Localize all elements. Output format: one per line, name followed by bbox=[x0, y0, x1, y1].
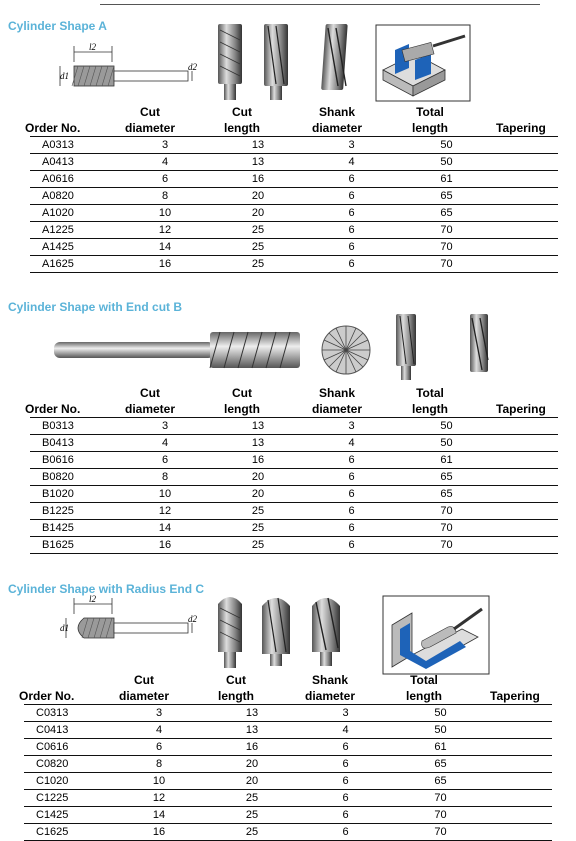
table-row bbox=[30, 137, 558, 154]
tapering-cell bbox=[494, 171, 558, 188]
table-row bbox=[24, 790, 552, 807]
table-b bbox=[30, 417, 558, 554]
total-length-cell: 70 bbox=[399, 239, 494, 256]
cut-length-cell: 16 bbox=[206, 739, 298, 756]
cut-diameter-cell: 6 bbox=[118, 171, 212, 188]
header-shank-diameter: Shank diameter bbox=[311, 105, 363, 135]
total-length-cell: 61 bbox=[399, 171, 494, 188]
section-b-product-photo bbox=[50, 320, 380, 380]
tapering-cell bbox=[488, 705, 552, 722]
total-length-cell: 70 bbox=[399, 503, 494, 520]
cut-diameter-cell: 12 bbox=[118, 503, 212, 520]
header-order-no: Order No. bbox=[25, 121, 81, 135]
total-length-cell: 50 bbox=[399, 137, 494, 154]
header-cut-length: Cut length bbox=[224, 386, 260, 416]
tapering-cell bbox=[494, 239, 558, 256]
total-length-cell: 61 bbox=[399, 452, 494, 469]
tapering-cell bbox=[494, 537, 558, 554]
order-no-cell: C1225 bbox=[24, 790, 112, 807]
header-total-length: Total length bbox=[412, 386, 448, 416]
table-row bbox=[30, 503, 558, 520]
shank-diameter-cell: 6 bbox=[298, 773, 393, 790]
cut-length-cell: 20 bbox=[206, 773, 298, 790]
cut-length-cell: 25 bbox=[212, 503, 304, 520]
table-row bbox=[30, 418, 558, 435]
table-row bbox=[24, 756, 552, 773]
shank-diameter-cell: 3 bbox=[298, 705, 393, 722]
order-no-cell: A1425 bbox=[30, 239, 118, 256]
shank-diameter-cell: 3 bbox=[304, 137, 399, 154]
header-tapering: Tapering bbox=[490, 689, 540, 703]
order-no-cell: A0313 bbox=[30, 137, 118, 154]
section-c-application-drawing bbox=[382, 595, 490, 675]
header-cut-length: Cut length bbox=[224, 105, 260, 135]
table-row bbox=[30, 537, 558, 554]
shank-diameter-cell: 6 bbox=[304, 205, 399, 222]
order-no-cell: B0413 bbox=[30, 435, 118, 452]
cut-length-cell: 13 bbox=[212, 435, 304, 452]
order-no-cell: B1225 bbox=[30, 503, 118, 520]
total-length-cell: 70 bbox=[399, 222, 494, 239]
total-length-cell: 65 bbox=[399, 188, 494, 205]
order-no-cell: A1020 bbox=[30, 205, 118, 222]
header-cut-diameter: Cut diameter bbox=[124, 386, 176, 416]
shank-diameter-cell: 4 bbox=[298, 722, 393, 739]
tapering-cell bbox=[494, 154, 558, 171]
order-no-cell: A0820 bbox=[30, 188, 118, 205]
cut-diameter-cell: 14 bbox=[118, 239, 212, 256]
total-length-cell: 70 bbox=[399, 520, 494, 537]
cut-length-cell: 13 bbox=[212, 154, 304, 171]
total-length-cell: 65 bbox=[399, 469, 494, 486]
order-no-cell: B1020 bbox=[30, 486, 118, 503]
order-no-cell: A0413 bbox=[30, 154, 118, 171]
cut-length-cell: 25 bbox=[212, 222, 304, 239]
header-total-length: Total length bbox=[412, 105, 448, 135]
tapering-cell bbox=[494, 486, 558, 503]
tapering-cell bbox=[494, 222, 558, 239]
total-length-cell: 50 bbox=[393, 705, 488, 722]
table-row bbox=[24, 824, 552, 841]
cut-diameter-cell: 10 bbox=[118, 486, 212, 503]
table-row bbox=[30, 205, 558, 222]
total-length-cell: 70 bbox=[393, 790, 488, 807]
top-rule bbox=[100, 4, 540, 5]
cut-length-cell: 25 bbox=[212, 537, 304, 554]
tapering-cell bbox=[494, 188, 558, 205]
table-row bbox=[30, 188, 558, 205]
cut-length-cell: 25 bbox=[206, 807, 298, 824]
cut-diameter-cell: 4 bbox=[118, 435, 212, 452]
section-b-title: Cylinder Shape with End cut B bbox=[8, 300, 183, 314]
shank-diameter-cell: 6 bbox=[304, 486, 399, 503]
tapering-cell bbox=[488, 824, 552, 841]
cut-diameter-cell: 16 bbox=[112, 824, 206, 841]
total-length-cell: 50 bbox=[393, 722, 488, 739]
order-no-cell: C1425 bbox=[24, 807, 112, 824]
section-c-product-photos bbox=[212, 590, 362, 670]
tapering-cell bbox=[494, 503, 558, 520]
cut-length-cell: 13 bbox=[212, 137, 304, 154]
cut-length-cell: 13 bbox=[212, 418, 304, 435]
tapering-cell bbox=[494, 137, 558, 154]
cut-diameter-cell: 10 bbox=[118, 205, 212, 222]
shank-diameter-cell: 6 bbox=[298, 739, 393, 756]
section-c-title: Cylinder Shape with Radius End C bbox=[8, 582, 205, 596]
table-row bbox=[30, 486, 558, 503]
table-row bbox=[24, 722, 552, 739]
table-row bbox=[24, 739, 552, 756]
total-length-cell: 50 bbox=[399, 435, 494, 452]
cut-diameter-cell: 8 bbox=[118, 469, 212, 486]
cut-diameter-cell: 8 bbox=[118, 188, 212, 205]
tapering-cell bbox=[494, 205, 558, 222]
order-no-cell: A1625 bbox=[30, 256, 118, 273]
cut-length-cell: 20 bbox=[212, 469, 304, 486]
shank-diameter-cell: 6 bbox=[298, 756, 393, 773]
table-a bbox=[30, 136, 558, 273]
cut-length-cell: 20 bbox=[212, 205, 304, 222]
table-row bbox=[30, 239, 558, 256]
shank-diameter-cell: 6 bbox=[298, 790, 393, 807]
tapering-cell bbox=[494, 256, 558, 273]
cut-diameter-cell: 3 bbox=[112, 705, 206, 722]
d2-label: d2 bbox=[188, 62, 197, 72]
order-no-cell: B1425 bbox=[30, 520, 118, 537]
cut-diameter-cell: 4 bbox=[112, 722, 206, 739]
header-tapering: Tapering bbox=[496, 402, 546, 416]
shank-diameter-cell: 6 bbox=[304, 520, 399, 537]
cut-length-cell: 20 bbox=[212, 486, 304, 503]
tapering-cell bbox=[488, 807, 552, 824]
cut-length-cell: 25 bbox=[212, 520, 304, 537]
total-length-cell: 70 bbox=[393, 807, 488, 824]
tapering-cell bbox=[494, 520, 558, 537]
table-row bbox=[30, 171, 558, 188]
section-a-application-drawing bbox=[375, 24, 471, 102]
order-no-cell: B0616 bbox=[30, 452, 118, 469]
total-length-cell: 70 bbox=[393, 824, 488, 841]
shank-diameter-cell: 6 bbox=[304, 171, 399, 188]
cut-diameter-cell: 12 bbox=[118, 222, 212, 239]
shank-diameter-cell: 6 bbox=[304, 256, 399, 273]
order-no-cell: C0413 bbox=[24, 722, 112, 739]
d2-label: d2 bbox=[188, 614, 197, 624]
shank-diameter-cell: 4 bbox=[304, 154, 399, 171]
cut-length-cell: 25 bbox=[206, 790, 298, 807]
table-row bbox=[30, 256, 558, 273]
header-cut-length: Cut length bbox=[218, 673, 254, 703]
cut-length-cell: 13 bbox=[206, 705, 298, 722]
cut-diameter-cell: 3 bbox=[118, 418, 212, 435]
cut-diameter-cell: 4 bbox=[118, 154, 212, 171]
order-no-cell: C0313 bbox=[24, 705, 112, 722]
cut-diameter-cell: 14 bbox=[112, 807, 206, 824]
total-length-cell: 65 bbox=[399, 486, 494, 503]
header-order-no: Order No. bbox=[19, 689, 75, 703]
tapering-cell bbox=[494, 469, 558, 486]
total-length-cell: 65 bbox=[399, 205, 494, 222]
tapering-cell bbox=[488, 722, 552, 739]
shank-diameter-cell: 6 bbox=[304, 188, 399, 205]
table-row bbox=[30, 452, 558, 469]
order-no-cell: C1625 bbox=[24, 824, 112, 841]
header-cut-diameter: Cut diameter bbox=[124, 105, 176, 135]
table-row bbox=[30, 222, 558, 239]
table-row bbox=[30, 520, 558, 537]
cut-diameter-cell: 6 bbox=[112, 739, 206, 756]
cut-diameter-cell: 12 bbox=[112, 790, 206, 807]
tapering-cell bbox=[488, 773, 552, 790]
d1-label: d1 bbox=[60, 71, 69, 81]
header-tapering: Tapering bbox=[496, 121, 546, 135]
order-no-cell: B1625 bbox=[30, 537, 118, 554]
total-length-cell: 61 bbox=[393, 739, 488, 756]
order-no-cell: C1020 bbox=[24, 773, 112, 790]
cut-length-cell: 16 bbox=[212, 171, 304, 188]
tapering-cell bbox=[488, 790, 552, 807]
shank-diameter-cell: 6 bbox=[298, 807, 393, 824]
table-row bbox=[30, 154, 558, 171]
shank-diameter-cell: 4 bbox=[304, 435, 399, 452]
cut-length-cell: 25 bbox=[212, 239, 304, 256]
table-row bbox=[30, 469, 558, 486]
cut-diameter-cell: 16 bbox=[118, 256, 212, 273]
section-b-side-photos bbox=[390, 310, 500, 382]
total-length-cell: 70 bbox=[399, 256, 494, 273]
cut-diameter-cell: 3 bbox=[118, 137, 212, 154]
shank-diameter-cell: 6 bbox=[304, 452, 399, 469]
total-length-cell: 70 bbox=[399, 537, 494, 554]
shank-diameter-cell: 3 bbox=[304, 418, 399, 435]
header-order-no: Order No. bbox=[25, 402, 81, 416]
d1-label: d1 bbox=[60, 623, 69, 633]
section-a-dimension-drawing bbox=[38, 40, 208, 100]
order-no-cell: B0820 bbox=[30, 469, 118, 486]
order-no-cell: B0313 bbox=[30, 418, 118, 435]
l2-label: l2 bbox=[89, 42, 97, 52]
tapering-cell bbox=[494, 418, 558, 435]
header-shank-diameter: Shank diameter bbox=[311, 386, 363, 416]
shank-diameter-cell: 6 bbox=[304, 469, 399, 486]
order-no-cell: A0616 bbox=[30, 171, 118, 188]
cut-length-cell: 13 bbox=[206, 722, 298, 739]
shank-diameter-cell: 6 bbox=[298, 824, 393, 841]
section-c-dimension-drawing bbox=[38, 592, 208, 652]
section-a-product-photos bbox=[212, 20, 372, 102]
cut-length-cell: 20 bbox=[212, 188, 304, 205]
order-no-cell: C0616 bbox=[24, 739, 112, 756]
cut-diameter-cell: 14 bbox=[118, 520, 212, 537]
cut-length-cell: 25 bbox=[212, 256, 304, 273]
cut-diameter-cell: 16 bbox=[118, 537, 212, 554]
cut-length-cell: 16 bbox=[212, 452, 304, 469]
cut-diameter-cell: 6 bbox=[118, 452, 212, 469]
section-a-title: Cylinder Shape A bbox=[8, 19, 107, 33]
cut-length-cell: 20 bbox=[206, 756, 298, 773]
total-length-cell: 50 bbox=[399, 418, 494, 435]
total-length-cell: 65 bbox=[393, 756, 488, 773]
cut-diameter-cell: 10 bbox=[112, 773, 206, 790]
cut-length-cell: 25 bbox=[206, 824, 298, 841]
table-row bbox=[30, 435, 558, 452]
header-total-length: Total length bbox=[406, 673, 442, 703]
shank-diameter-cell: 6 bbox=[304, 239, 399, 256]
table-c bbox=[24, 704, 552, 841]
cut-diameter-cell: 8 bbox=[112, 756, 206, 773]
tapering-cell bbox=[488, 756, 552, 773]
header-cut-diameter: Cut diameter bbox=[118, 673, 170, 703]
total-length-cell: 50 bbox=[399, 154, 494, 171]
total-length-cell: 65 bbox=[393, 773, 488, 790]
header-shank-diameter: Shank diameter bbox=[304, 673, 356, 703]
l2-label: l2 bbox=[89, 594, 97, 604]
table-row bbox=[24, 807, 552, 824]
order-no-cell: A1225 bbox=[30, 222, 118, 239]
shank-diameter-cell: 6 bbox=[304, 222, 399, 239]
tapering-cell bbox=[494, 452, 558, 469]
shank-diameter-cell: 6 bbox=[304, 537, 399, 554]
tapering-cell bbox=[488, 739, 552, 756]
shank-diameter-cell: 6 bbox=[304, 503, 399, 520]
table-row bbox=[24, 773, 552, 790]
table-row bbox=[24, 705, 552, 722]
tapering-cell bbox=[494, 435, 558, 452]
order-no-cell: C0820 bbox=[24, 756, 112, 773]
